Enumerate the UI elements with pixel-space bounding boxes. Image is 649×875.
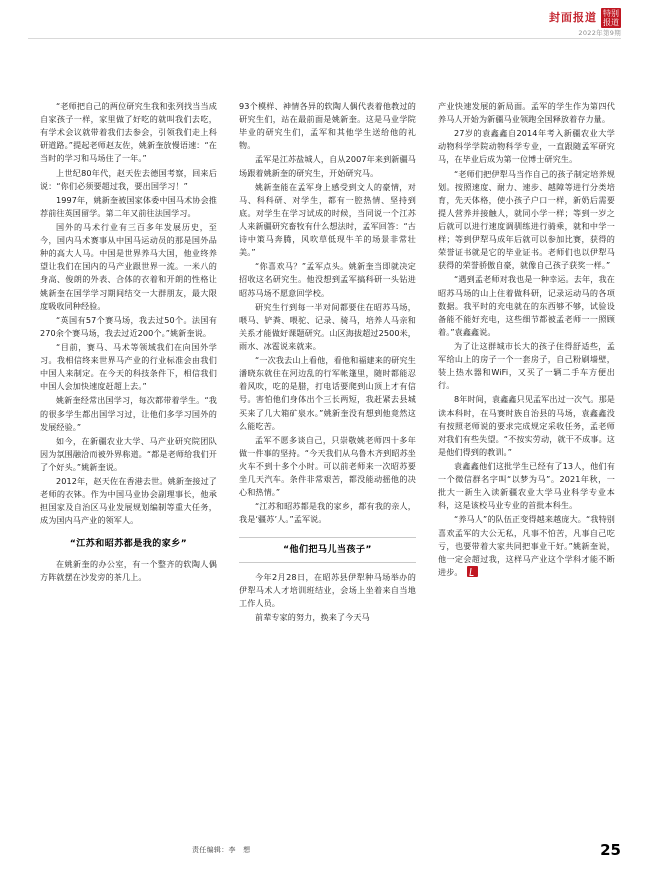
article-paragraph: 姚新奎经常出国学习，每次都带着学生。“我的很多学生都出国学习过，让他们多学习国外的发展经验。” bbox=[40, 395, 217, 432]
header-masthead bbox=[549, 8, 621, 37]
article-column-3 bbox=[438, 100, 615, 818]
article-paragraph: 孟军是江苏盐城人，自从2007年来到新疆马场跟着姚新奎的研究生，开始研究马。 bbox=[239, 154, 416, 178]
header-divider bbox=[28, 38, 621, 39]
article-paragraph: 姚新奎能在孟军身上感受到文人的豪情，对马、科科研、对学生，都有一腔热情、坚持到底。对学生在学习试成的时候，当同说一个江苏人来新疆研究畜牧有什么想法时，孟军回答：“古诗中策马奔腾，风吹草低现牛羊的场景非常壮美。” bbox=[239, 181, 416, 258]
article-paragraph: 孟军不愿多谈自己，只崇敬姚老师四十多年做一件事的坚持。“今天我们从乌鲁木齐到昭苏坐火车不到十多个小时。可以前老师来一次昭苏要坐几天汽车。条件非常艰苦，都没能动摇他的决心和热情。” bbox=[239, 434, 416, 498]
article-end-mark-icon bbox=[467, 566, 478, 577]
article-paragraph: 27岁的袁鑫鑫自2014年考入新疆农业大学动物科学学院动物科学专业，一直跟随孟军研究马，在毕业后成为第一位博士研究生。 bbox=[438, 128, 615, 165]
article-paragraph: “江苏和昭苏都是我的家乡，都有我的亲人，我是‘疆苏’人。”孟军说。 bbox=[239, 501, 416, 525]
article-paragraph: 8年时间，袁鑫鑫只见孟军出过一次气。那是读本科时，在马赛时族自治县的马场，袁鑫鑫没有按照老师说的要求完成规定采收任务，孟老师对我们有些失望。“不按实劳动，就干不成事。这是他们得到的教训。” bbox=[438, 394, 615, 457]
article-paragraph: “目前，赛马、马术等领域我们在向国外学习。我相信终来世界马产业的行业标准会由我们中国人来制定。在今天的科技条件下，相信我们中国人会加快速度赶超上去。” bbox=[40, 341, 217, 392]
article-paragraph: “养马人”的队伍正变得越来越庞大。“我特别喜欢孟军的大公无私，凡事不怕苦，凡事自己吃亏，也要带着大家共同把事业干好。”姚新奎说，他一定会超过我，这样马产业这个学科才能不断进步。 bbox=[438, 514, 615, 577]
article-body bbox=[40, 100, 615, 818]
article-paragraph: “你喜欢马？”孟军点头。姚新奎当即就决定招收这名研究生。他没想到孟军搞科研一头钻进昭苏马场不愿意回学校。 bbox=[239, 261, 416, 298]
article-paragraph: 今年2月28日，在昭苏县伊犁种马场举办的伊犁马术人才培训班结业，会场上坐着来自当地工作人员。 bbox=[239, 572, 416, 609]
page-footer bbox=[40, 831, 621, 857]
article-paragraph: 93个模样、神情各异的软陶人偶代表着他教过的研究生们，站在最前面是姚新奎。这是马业学院毕业的研究生们，孟军和其他学生送给他的礼物。 bbox=[239, 101, 416, 151]
article-paragraph: “老师把自己的两位研究生我和张列找当当成自家孩子一样，家里做了好吃的就叫我们去吃，有学术会议就带着我们去参会，引领我们走上科研道路。”提起老师赵友佐，姚新奎放慢语速：“在当时的学习和马场住了一年。” bbox=[40, 101, 217, 164]
article-paragraph: 研究生行到每一半对间都要住在昭苏马场，喂马、铲粪、喂驼、记录、骑马，培养人马亲和关系才能做好课题研究。山区海拔超过2500米，雨水、冰雹说来就来。 bbox=[239, 301, 416, 351]
article-paragraph: 如今，在新疆农业大学、马产业研究院团队因为氛围融洽而被外界称道。“都是老师给我们开了个好头。”姚新奎说。 bbox=[40, 435, 217, 472]
article-paragraph: “英国有57个赛马场，我去过50个。法国有270余个赛马场，我去过近200个。”姚新奎说。 bbox=[40, 314, 217, 338]
publication-title: 封面报道 bbox=[549, 10, 597, 24]
issue-label: 2022年第9期 bbox=[578, 29, 621, 37]
article-paragraph: “一次我去山上看他，看他和福建来的研究生潘晓东就住在河边乱的行军帐篷里，随时都能忍着风吹，吃的是腊，打电话要爬到山顶上才有信号。害怕他们身体出个三长两短，我赶紧去县城买来了几大箱矿泉水。”姚新奎没有想到他竟然这么能吃苦。 bbox=[239, 355, 416, 431]
page-header bbox=[0, 0, 649, 42]
article-paragraph: “遇到孟老师对我也是一种幸运。去年，我在昭苏马场的山上住着做科研，记录运动马的各项数据。我平时的充电就在的东西够不够，试验设备能不能好充电，这些细节都被孟老师一一照顾着。”袁鑫鑫说。 bbox=[438, 274, 615, 337]
section-heading: “他们把马儿当孩子” bbox=[239, 537, 416, 564]
article-column-1 bbox=[40, 100, 217, 818]
article-column-2 bbox=[239, 100, 416, 818]
article-paragraph: 袁鑫鑫他们这批学生已经有了13人，他们有一个微信群名字叫“以梦为马”。2021年秋，一批大一新生入读新疆农业大学马业科学专业本科，这是该校马业专业的首批本科生。 bbox=[438, 460, 615, 511]
badge-line-1: 特别 bbox=[603, 9, 619, 18]
article-paragraph: 在姚新奎的办公室，有一个整齐的软陶人偶方阵就摆在沙发旁的茶几上。 bbox=[40, 559, 217, 583]
section-heading: “江苏和昭苏都是我的家乡” bbox=[69, 538, 188, 549]
badge-line-2: 报道 bbox=[603, 18, 619, 27]
article-paragraph: 为了让这群城市长大的孩子住得舒适些，孟军给山上的房子一个一套房子，自己粉刷墙壁，装上热水器和WiFi，又买了一辆二手车方便出行。 bbox=[438, 340, 615, 391]
article-paragraph: “老师们把伊犁马当作自己的孩子制定培养规划。按照速度、耐力、速步、越障等进行分类培育，先天体格，使小孩子户口一样，新奶后需要提人营养并接触人，就同小学一样；等到一岁之后就可以进行速度调驯练进行骑乘，就和中学一样；等到伊犁马成年后就可以参加比赛，获得的荣誉证书就是它的毕业证书。老师们也以伊犁马获得的荣誉骄傲自豪，就像自己孩子获奖一样。” bbox=[438, 168, 615, 271]
article-paragraph: 1997年，姚新奎被国家体委中国马术协会推荐前往英国留学。第二年又前往法国学习。 bbox=[40, 194, 217, 218]
special-report-badge bbox=[601, 8, 621, 28]
article-paragraph: 上世纪80年代，赵天佐去德国考察，回来后说：“你们必须要超过我，要出国学习！” bbox=[40, 167, 217, 191]
editor-credit: 责任编辑：李 想 bbox=[192, 846, 251, 854]
article-paragraph: 前辈专家的努力，换来了今天马 bbox=[255, 612, 370, 623]
article-paragraph: 产业快速发展的新局面。孟军的学生作为第四代养马人开始为新疆马业领跑全国释放着存力量。 bbox=[438, 101, 615, 125]
page-number: 25 bbox=[600, 841, 621, 859]
article-paragraph: 2012年，赵天佐在香港去世。姚新奎接过了老师的衣钵。作为中国马业协会副理事长，他承担国家及自治区马业发展规划编制等重大任务，成为国内马产业的领军人。 bbox=[40, 476, 217, 526]
article-paragraph: 国外的马术行业有三百多年发展历史，至今，国内马术赛事从中国马运动员的那是国外品种的高大人马。中国是世界养马大国，他业终养望让我们在国内的马产业跟世界一流。一米八的身高、俊朗的外表、合体的衣着和开朗的性格让姚新奎在国学学习期间结交一大群朋友，最大限度吸收同种经验。 bbox=[40, 221, 217, 311]
